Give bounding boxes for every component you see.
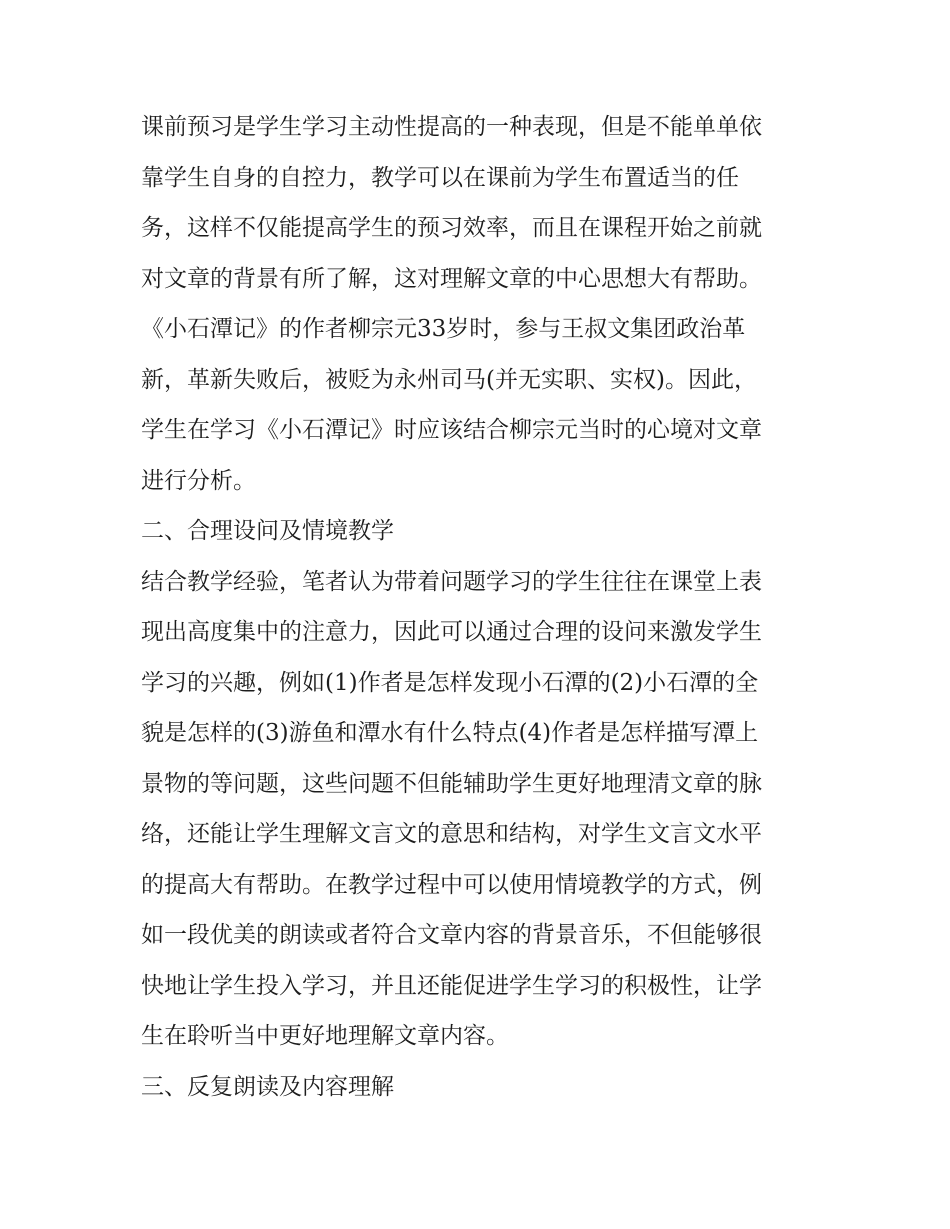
text-line: 快地让学生投入学习，并且还能促进学生学习的积极性，让学 [141, 972, 762, 999]
text-line: 如一段优美的朗读或者符合文章内容的背景音乐，不但能够很 [141, 922, 762, 948]
text-line: 结合教学经验，笔者认为带着问题学习的学生往往在课堂上表 [141, 568, 762, 595]
text-line: 现出高度集中的注意力，因此可以通过合理的设问来激发学生 [141, 619, 762, 645]
text-line: 学习的兴趣，例如(1)作者是怎样发现小石潭的(2)小石潭的全 [141, 669, 759, 696]
text-line: 《小石潭记》的作者柳宗元33岁时，参与王叔文集团政治革 [141, 316, 746, 342]
text-line: 络，还能让学生理解文言文的意思和结构，对学生文言文水平 [141, 821, 762, 847]
section-heading: 三、反复朗读及内容理解 [141, 1073, 394, 1100]
text-line: 新，革新失败后，被贬为永州司马(并无实职、实权)。因此， [141, 366, 757, 393]
text-line: 务，这样不仅能提高学生的预习效率，而且在课程开始之前就 [141, 215, 762, 241]
text-line: 课前预习是学生学习主动性提高的一种表现，但是不能单单依 [141, 114, 762, 140]
text-line: 生在聆听当中更好地理解文章内容。 [141, 1023, 509, 1049]
text-line: 貌是怎样的(3)游鱼和潭水有什么特点(4)作者是怎样描写潭上 [141, 720, 759, 746]
document-body [141, 102, 816, 1112]
text-line: 靠学生自身的自控力，教学可以在课前为学生布置适当的任 [141, 164, 739, 191]
text-line: 景物的等问题，这些问题不但能辅助学生更好地理清文章的脉 [141, 770, 762, 797]
text-line: 的提高大有帮助。在教学过程中可以使用情境教学的方式，例 [141, 871, 762, 898]
text-line: 对文章的背景有所了解，这对理解文章的中心思想大有帮助。 [141, 265, 762, 292]
text-line: 进行分析。 [141, 467, 256, 494]
text-line: 学生在学习《小石潭记》时应该结合柳宗元当时的心境对文章 [141, 417, 762, 443]
section-heading: 二、合理设问及情境教学 [141, 518, 394, 544]
